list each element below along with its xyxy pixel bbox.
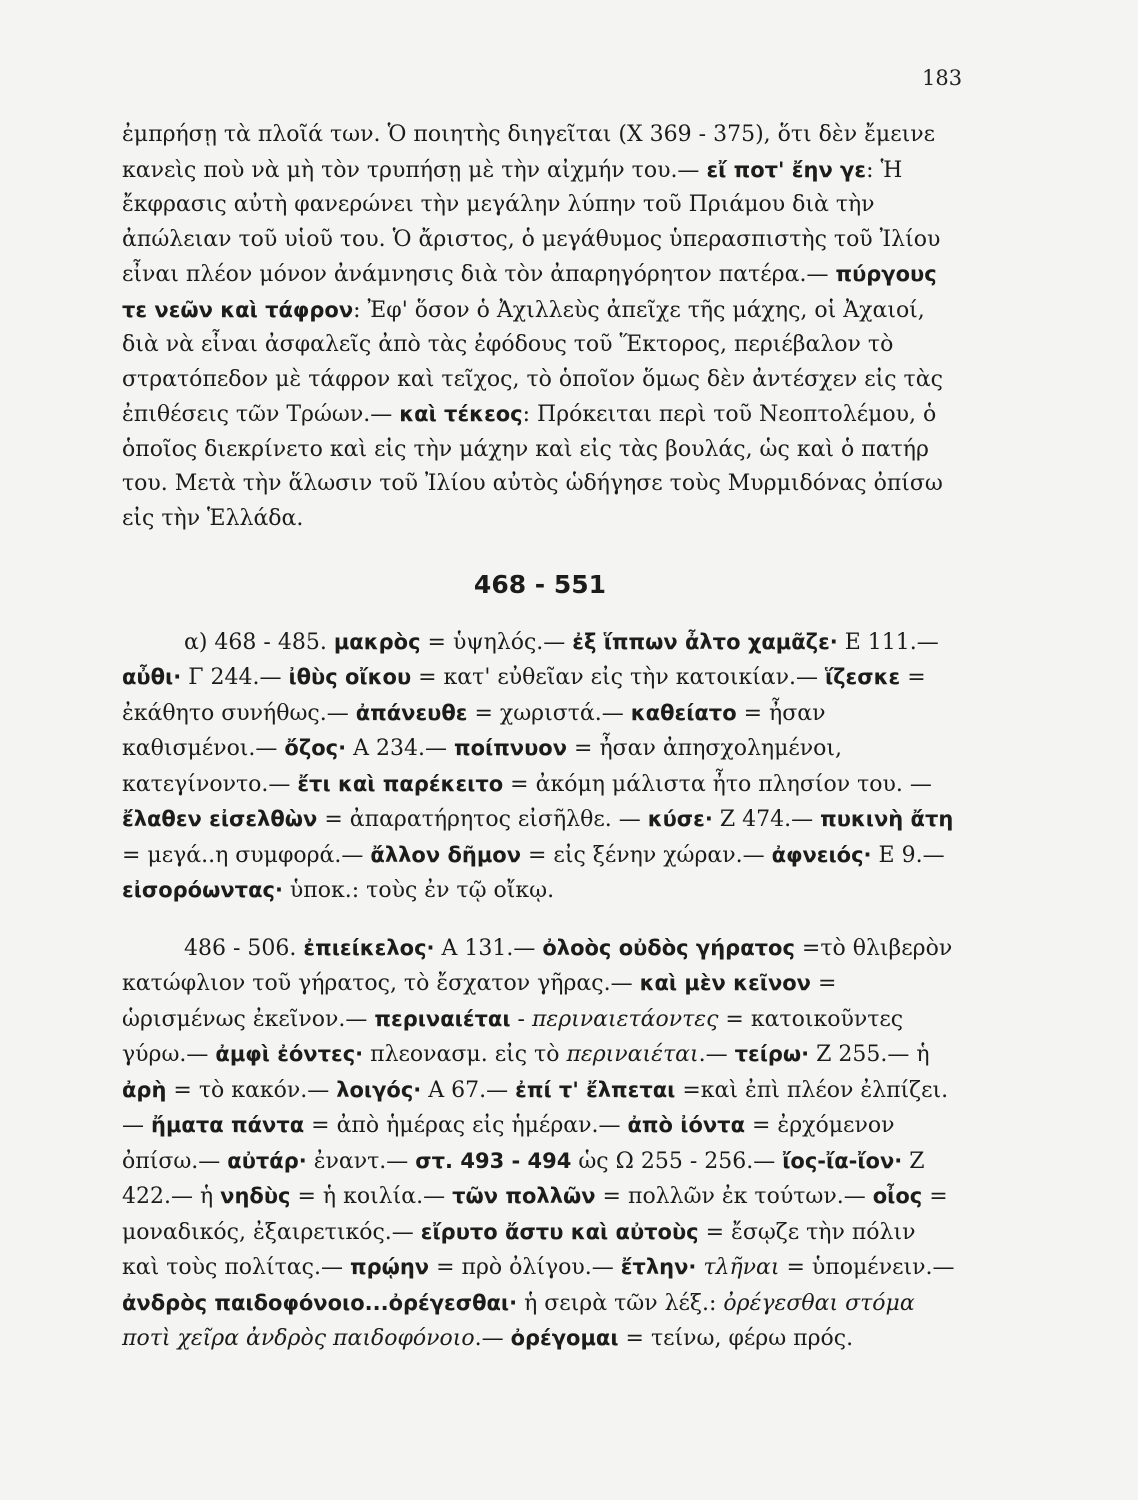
lemma-headword: ἔτι καὶ παρέκειτο [297, 771, 504, 796]
gloss-text: = ἔσῳζε τὴν πόλιν καὶ τοὺς πολίτας.— [122, 1219, 916, 1280]
lemma-headword: ἀμφὶ ἐόντες· [215, 1042, 364, 1066]
gloss-text: = κατοικοῦντες γύρω.— [122, 1006, 904, 1067]
italic-form: τλῆναι [703, 1255, 780, 1280]
gloss-text: = εἰς ξένην χώραν.— [521, 842, 772, 868]
gloss-text: Γ 244.— [181, 665, 289, 690]
lemma-headword: ὀρέγομαι [510, 1326, 619, 1350]
lemma-headword: ἀπάνευθε [355, 700, 468, 725]
lemma-headword: ἀφνειός· [771, 842, 872, 867]
lemma-headword: καὶ τέκεος [399, 402, 523, 426]
gloss-text: = μοναδικός, ἐξαιρετικός.— [122, 1184, 948, 1245]
gloss-text: α) 468 - 485. [184, 629, 334, 655]
lemma-headword: καὶ μὲν κεῖνον [639, 971, 811, 995]
lemma-headword: ἄλλον δῆμον [370, 842, 522, 867]
gloss-text: πλεονασμ. εἰς τὸ [363, 1042, 567, 1067]
lemma-headword: ἰθὺς οἴκου [288, 665, 412, 689]
lemma-headword: στ. 493 - 494 [415, 1148, 572, 1173]
lemma-headword: περιναιέται [374, 1006, 511, 1031]
gloss-text: A 131.— [434, 935, 543, 961]
lemma-headword: πύργους τε νεῶν καὶ τάφρον [122, 262, 937, 322]
gloss-text: = ὑπομένειν.— [779, 1255, 955, 1280]
lemma-headword: ποίπνυον [453, 736, 568, 760]
lemma-headword: ἀπὸ ἰόντα [627, 1113, 746, 1137]
gloss-text: .— [698, 1042, 735, 1067]
gloss-text: = μεγά..η συμφορά.— [122, 842, 371, 868]
gloss-text: = ἀπὸ ἡμέρας εἰς ἡμέραν.— [304, 1113, 628, 1138]
lemma-headword: τῶν πολλῶν [452, 1184, 596, 1208]
gloss-text: A 67.— [421, 1077, 516, 1103]
gloss-text: = ἀκόμη μάλιστα ἦτο πλησίον του. — [503, 771, 932, 797]
gloss-text: ἡ σειρὰ τῶν λέξ.: [517, 1290, 724, 1316]
gloss-text: = κατ' εὐθεῖαν εἰς τὴν κατοικίαν.— [411, 665, 825, 690]
lemma-headword: πυκινὴ ἄτη [820, 807, 954, 831]
lemma-headword: ἔλαθεν εἰσελθὼν [122, 807, 318, 831]
gloss-text: A 234.— [346, 736, 454, 761]
gloss-text: = ὡρισμένως ἐκεῖνον.— [122, 971, 837, 1032]
page-number: 183 [922, 66, 963, 90]
gloss-text: = πολλῶν ἐκ τούτων.— [595, 1184, 873, 1209]
lemma-headword: ἤματα πάντα [151, 1113, 305, 1137]
gloss-text: E 9.— [871, 842, 945, 868]
gloss-text: = ἐκάθητο συνήθως.— [122, 665, 926, 726]
paragraph-commentary-intro [122, 118, 958, 536]
lemma-headword: ὄζος· [284, 736, 347, 760]
lemma-headword: ἔτλην· [620, 1255, 697, 1279]
lemma-headword: νηδὺς [220, 1184, 291, 1208]
italic-form: περιναιετάοντες [531, 1006, 719, 1032]
gloss-text: = ὑψηλός.— [420, 629, 573, 655]
italic-form: ὀρέγεσθαι στόμα ποτὶ χεῖρα ἀνδρὸς παιδοφόνοιο [122, 1290, 915, 1351]
lemma-headword: ὀλοὸς οὐδὸς γήρατος [542, 935, 795, 960]
gloss-text: = ἀπαρατήρητος εἰσῆλθε. — [317, 807, 648, 832]
gloss-text: : Ἡ ἔκφρασις αὐτὴ φανερώνει τὴν μεγάλην λύπην τοῦ Πριάμου διὰ τὴν ἀπώλειαν τοῦ υἱοῦ του. Ὁ ἄριστος, ὁ μεγάθυμος ὑπερασπιστὴς τοῦ Ἰλίου εἶναι πλέον μόνον ἀνάμνησις διὰ τὸν ἀπαρηγόρητον πατέρα.— [122, 157, 941, 287]
gloss-text: Z 255.— ἡ [809, 1042, 930, 1067]
gloss-text: = ἐρχόμενον ὀπίσω.— [122, 1113, 895, 1174]
section-heading: 468 - 551 [473, 570, 607, 599]
lemma-headword: ἀρὴ [122, 1077, 167, 1102]
gloss-text: ὑποκ.: τοὺς ἐν τῷ οἴκῳ. [282, 878, 555, 903]
lemma-headword: ἐξ ἵππων ἆλτο χαμᾶζε· [572, 629, 838, 654]
paragraph-468-485 [122, 625, 958, 909]
lemma-headword: λοιγός· [336, 1077, 422, 1102]
lemma-headword: κύσε· [647, 807, 713, 831]
gloss-text: Z 422.— ἡ [122, 1148, 925, 1209]
gloss-text: .— [474, 1326, 511, 1351]
lemma-headword: καθείατο [630, 700, 737, 725]
paragraph-486-506 [122, 931, 958, 1357]
gloss-text: ἐμπρήσῃ τὰ πλοῖά των. Ὁ ποιητὴς διηγεῖται (X 369 - 375), ὅτι δὲν ἔμεινε κανεὶς ποὺ νὰ μὴ τὸν τρυπήσῃ μὲ τὴν αἰχμήν του.— [122, 122, 935, 183]
gloss-text: = τὸ κακόν.— [166, 1077, 337, 1103]
gloss-text: = χωριστά.— [467, 700, 631, 726]
gloss-text: ὡς Ω 255 - 256.— [571, 1148, 783, 1174]
lemma-headword: αὖθι· [122, 665, 182, 689]
lemma-headword: ἐπί τ' ἔλπεται [515, 1077, 676, 1102]
italic-form: περιναιέται [566, 1042, 699, 1067]
lemma-headword: ἐπιείκελος· [303, 935, 435, 960]
lemma-headword: εἴρυτο ἄστυ καὶ αὐτοὺς [420, 1219, 699, 1244]
gloss-text: Z 474.— [712, 807, 821, 832]
lemma-headword: μακρὸς [333, 629, 421, 654]
gloss-text: 486 - 506. [184, 935, 304, 961]
gloss-text: = ἦσαν ἀπησχολημένοι, κατεγίνοντο.— [122, 736, 843, 797]
gloss-text: = ἦσαν καθισμένοι.— [122, 700, 826, 761]
gloss-text: - [510, 1006, 532, 1032]
gloss-text: = ἡ κοιλία.— [290, 1184, 453, 1209]
gloss-text: : Πρόκειται περὶ τοῦ Νεοπτολέμου, ὁ ὁποῖος διεκρίνετο καὶ εἰς τὴν μάχην καὶ εἰς τὰς βουλάς, ὡς καὶ ὁ πατήρ του. Μετὰ τὴν ἅλωσιν τοῦ Ἰλίου αὐτὸς ὡδήγησε τοὺς Μυρμιδόνας ὀπίσω εἰς τὴν Ἑλλάδα. [122, 402, 943, 531]
lemma-headword: εἰσορόωντας· [122, 878, 283, 902]
gloss-text: = πρὸ ὀλίγου.— [429, 1255, 621, 1280]
lemma-headword: πρῴην [349, 1255, 430, 1279]
lemma-headword: οἶος [872, 1184, 923, 1208]
lemma-headword: αὐτάρ· [227, 1148, 307, 1173]
gloss-text: ἐναντ.— [306, 1148, 416, 1174]
lemma-headword: ἀνδρὸς παιδοφόνοιο...ὀρέγεσθαι· [122, 1290, 518, 1315]
lemma-headword: ἴος-ἴα-ἴον· [782, 1148, 903, 1173]
gloss-text: =τὸ θλιβερὸν κατώφλιον τοῦ γήρατος, τὸ ἔσχατον γῆρας.— [122, 935, 953, 996]
gloss-text: : Ἐφ' ὅσον ὁ Ἀχιλλεὺς ἀπεῖχε τῆς μάχης, οἱ Ἀχαιοί, διὰ νὰ εἶναι ἀσφαλεῖς ἀπὸ τὰς ἐφόδους τοῦ Ἕκτορος, περιέβαλον τὸ στρατόπεδον μὲ τάφρον καὶ τεῖχος, τὸ ὁποῖον ὅμως δὲν ἀντέσχεν εἰς τὰς ἐπιθέσεις τῶν Τρώων.— [122, 297, 943, 427]
lemma-headword: εἴ ποτ' ἔην γε [706, 157, 867, 182]
gloss-text: =καὶ ἐπὶ πλέον ἐλπίζει.— [122, 1077, 949, 1138]
page-body [122, 118, 958, 1357]
lemma-headword: τείρω· [734, 1042, 810, 1066]
gloss-text: E 111.— [837, 629, 939, 655]
gloss-text: = τείνω, φέρω πρός. [618, 1326, 854, 1351]
lemma-headword: ἵζεσκε [824, 665, 901, 689]
